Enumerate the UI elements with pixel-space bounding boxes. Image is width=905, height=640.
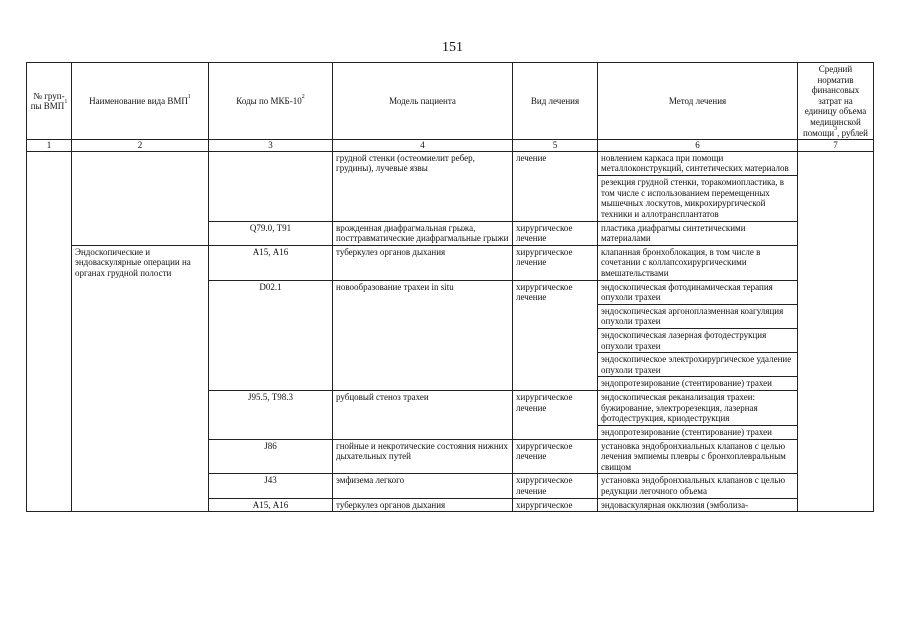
header-treatment-method: Метод лечения [598,63,798,140]
icd-code-cell: J86 [209,439,333,474]
vmp-name-cell: Эндоскопические и эндоваскулярные операции на органах грудной полости [72,245,209,511]
treatment-method-cell: эндоскопическая реканализация трахеи: бужирование, электрорезекция, лазерная фотодеструкция, криодеструкция [598,391,798,426]
treatment-type-cell: хирургическое [513,498,598,512]
treatment-type-cell: хирургическое лечение [513,221,598,245]
vmp-table [26,62,874,512]
patient-model-cell: рубцовый стеноз трахеи [333,391,513,439]
treatment-method-cell: эндоскопическое электрохирургическое удаление опухоли трахеи [598,353,798,377]
header-patient-model: Модель пациента [333,63,513,140]
treatment-type-cell: лечение [513,151,598,221]
page-number: 151 [442,40,463,55]
column-number: 3 [209,140,333,152]
patient-model-cell: новообразование трахеи in situ [333,280,513,390]
treatment-type-cell: хирургическое лечение [513,391,598,439]
treatment-method-cell: эндопротезирование (стентирование) трахеи [598,425,798,439]
column-number: 6 [598,140,798,152]
icd-code-cell: Q79.0, Т91 [209,221,333,245]
icd-code-cell: J43 [209,474,333,498]
table-row [27,245,874,280]
patient-model-cell: грудной стенки (остеомиелит ребер, грудины), лучевые язвы [333,151,513,221]
group-number-cell [27,151,72,511]
patient-model-cell: эмфизема легкого [333,474,513,498]
treatment-type-cell: хирургическое лечение [513,280,598,390]
patient-model-cell: туберкулез органов дыхания [333,498,513,512]
header-row [27,63,874,140]
header-treatment-type: Вид лечения [513,63,598,140]
header-cost-norm: Средний норматив финансовых затрат на единицу объема медицинской помощи$^3$, рублей [798,63,874,140]
treatment-method-cell: эндоскопическая фотодинамическая терапия опухоли трахеи [598,280,798,304]
icd-code-cell: J95.5, Т98.3 [209,391,333,439]
column-number: 5 [513,140,598,152]
treatment-method-cell: установка эндобронхиальных клапанов с целью лечения эмпиемы плевры с бронхоплевральным свищом [598,439,798,474]
treatment-method-cell: установка эндобронхиальных клапанов с целью редукции легочного объема [598,474,798,498]
icd-code-cell [209,151,333,221]
header-icd-codes: Коды по МКБ-$10^2$ [209,63,333,140]
column-number: 2 [72,140,209,152]
patient-model-cell: туберкулез органов дыхания [333,245,513,280]
icd-code-cell: А15, А16 [209,245,333,280]
icd-code-cell: D02.1 [209,280,333,390]
patient-model-cell: врожденная диафрагмальная грыжа, посттравматические диафрагмальные грыжи [333,221,513,245]
header-group-number: № груп- пы ВМП$^1$ [27,63,72,140]
vmp-name-cell [72,151,209,245]
treatment-method-cell: новлением каркаса при помощи металлоконструкций, синтетических материалов [598,151,798,175]
patient-model-cell: гнойные и некротические состояния нижних дыхательных путей [333,439,513,474]
treatment-method-cell: резекция грудной стенки, торакомиопластика, в том числе с использованием перемещенных мышечных лоскутов, микрохирургической техники и аллотрансплантатов [598,176,798,221]
treatment-type-cell: хирургическое лечение [513,439,598,474]
column-number: 4 [333,140,513,152]
column-number-row [27,140,874,152]
column-number: 7 [798,140,874,152]
treatment-method-cell: клапанная бронхоблокация, в том числе в сочетании с коллапсохирургическими вмешательствами [598,245,798,280]
treatment-method-cell: эндоскопическая лазерная фотодеструкция опухоли трахеи [598,329,798,353]
header-vmp-name: Наименование вида ВМП$^1$ [72,63,209,140]
treatment-method-cell: эндопротезирование (стентирование) трахеи [598,377,798,391]
cost-norm-cell [798,151,874,511]
treatment-method-cell: пластика диафрагмы синтетическими материалами [598,221,798,245]
treatment-method-cell: эндоскопическая аргоноплазменная коагуляция опухоли трахеи [598,304,798,328]
icd-code-cell: А15, А16 [209,498,333,512]
treatment-type-cell: хирургическое лечение [513,474,598,498]
treatment-type-cell: хирургическое лечение [513,245,598,280]
treatment-method-cell: эндоваскулярная окклюзия (эмболиза- [598,498,798,512]
column-number: 1 [27,140,72,152]
table-row [27,151,874,175]
